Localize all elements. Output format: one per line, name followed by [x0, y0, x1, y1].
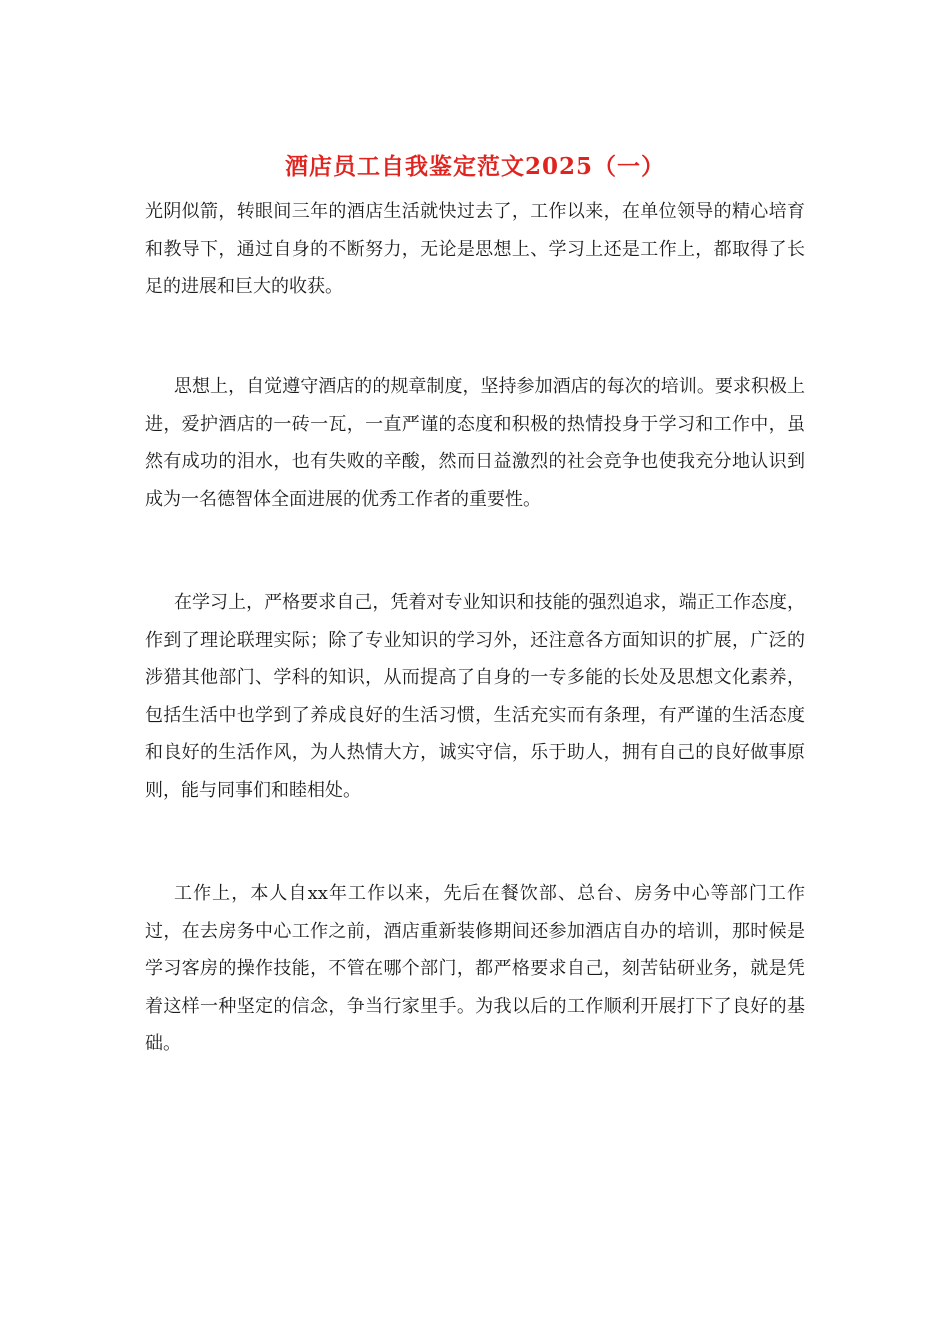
document-title: 酒店员工自我鉴定范文2025（一） — [284, 153, 665, 180]
paragraph-intro: 光阴似箭，转眼间三年的酒店生活就快过去了，工作以来，在单位领导的精心培育和教导下，通过自身的不断努力，无论是思想上、学习上还是工作上，都取得了长足的进展和巨大的收获。 — [145, 201, 805, 297]
paragraph-work: 工作上，本人自xx年工作以来，先后在餐饮部、总台、房务中心等部门工作过，在去房务中心工作之前，酒店重新装修期间还参加酒店自办的培训，那时候是学习客房的操作技能，不管在哪个部门，都严格要求自己，刻苦钻研业务，就是凭着这样一种坚定的信念，争当行家里手。为我以后的工作顺利开展打下了良好的基础。 — [145, 883, 805, 1054]
paragraph-study: 在学习上，严格要求自己，凭着对专业知识和技能的强烈追求，端正工作态度，作到了理论联理实际；除了专业知识的学习外，还注意各方面知识的扩展，广泛的涉猎其他部门、学科的知识，从而提高了自身的一专多能的长处及思想文化素养，包括生活中也学到了养成良好的生活习惯，生活充实而有条理，有严谨的生活态度和良好的生活作风，为人热情大方，诚实守信，乐于助人，拥有自己的良好做事原则，能与同事们和睦相处。 — [145, 592, 805, 801]
paragraph-thought: 思想上，自觉遵守酒店的的规章制度，坚持参加酒店的每次的培训。要求积极上进，爱护酒店的一砖一瓦，一直严谨的态度和积极的热情投身于学习和工作中，虽然有成功的泪水，也有失败的辛酸，然而日益激烈的社会竞争也使我充分地认识到成为一名德智体全面进展的优秀工作者的重要性。 — [145, 376, 805, 510]
